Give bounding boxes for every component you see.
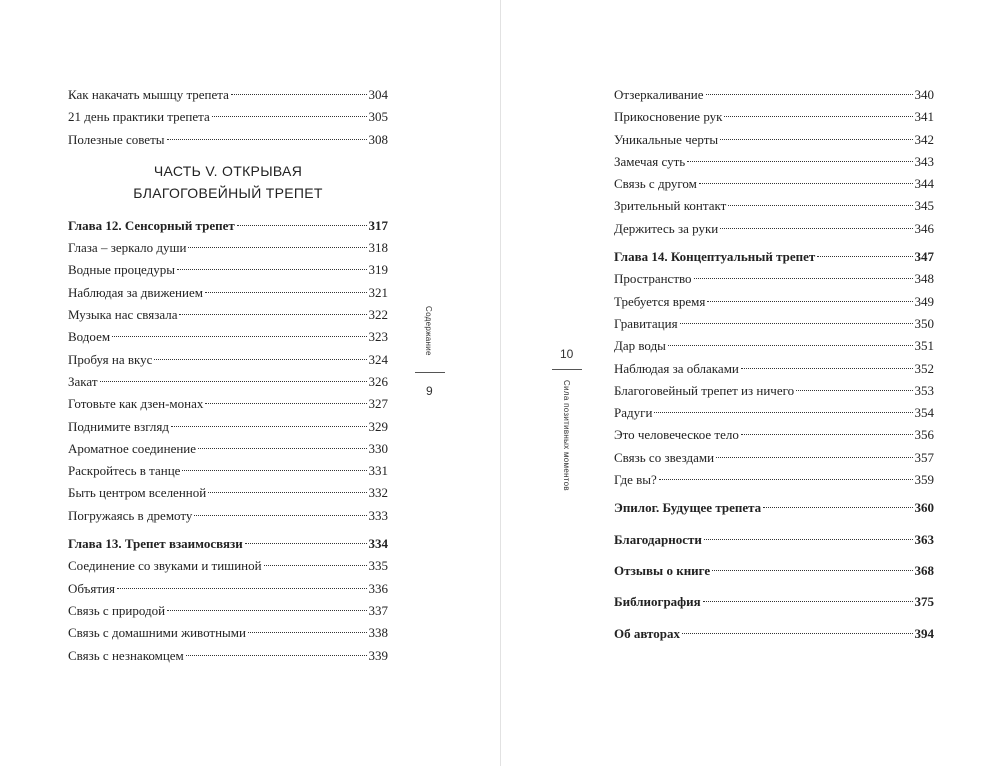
toc-page: 347 <box>914 249 934 265</box>
dot-leader <box>231 94 367 95</box>
dot-leader <box>205 403 366 404</box>
dot-leader <box>198 448 366 449</box>
toc-title: Закат <box>68 373 98 389</box>
toc-page: 319 <box>368 262 388 278</box>
left-toc <box>68 84 388 667</box>
toc-entry[interactable] <box>614 173 934 195</box>
toc-title: Благодарности <box>614 531 702 547</box>
dot-leader <box>682 633 912 634</box>
dot-leader <box>179 314 366 315</box>
dot-leader <box>177 269 367 270</box>
toc-title: Полезные советы <box>68 131 165 147</box>
dot-leader <box>117 588 367 589</box>
dot-leader <box>668 345 913 346</box>
toc-title: Держитесь за руки <box>614 220 719 236</box>
dot-leader <box>817 256 912 257</box>
toc-title: Объятия <box>68 580 115 596</box>
toc-entry[interactable] <box>68 393 388 415</box>
toc-entry[interactable] <box>614 424 934 446</box>
toc-page: 353 <box>914 382 934 398</box>
toc-title: Как накачать мышцу трепета <box>68 87 229 102</box>
running-head: Сила позитивных моментов <box>562 380 571 491</box>
toc-title: Пространство <box>614 271 692 287</box>
dot-leader <box>237 225 367 226</box>
toc-title: Отзывы о книге <box>614 562 711 578</box>
toc-page: 375 <box>914 594 934 610</box>
toc-title: Глава 12. Сенсорный трепет <box>68 217 235 233</box>
margin-rule <box>552 369 582 370</box>
toc-page: 357 <box>914 449 934 465</box>
dot-leader <box>741 368 913 369</box>
toc-entry[interactable] <box>68 349 388 371</box>
dot-leader <box>712 570 912 571</box>
dot-leader <box>707 301 912 302</box>
right-margin-marker <box>552 345 582 515</box>
chapter-12-entry[interactable] <box>68 215 388 237</box>
toc-entry[interactable] <box>614 335 934 357</box>
toc-title: Связь со звездами <box>614 449 715 465</box>
toc-title: Глаза – зеркало души <box>68 240 187 256</box>
toc-page: 348 <box>914 271 934 287</box>
dot-leader <box>796 390 912 391</box>
toc-title: Благоговейный трепет из ничего <box>614 382 795 398</box>
toc-page: 356 <box>914 427 934 443</box>
toc-title: Замечая суть <box>614 153 686 169</box>
toc-entry[interactable] <box>614 469 934 491</box>
toc-list-back-matter <box>614 497 934 644</box>
dot-leader <box>154 359 366 360</box>
toc-page: 337 <box>368 602 388 618</box>
toc-page: 338 <box>368 625 388 641</box>
toc-list-chapter-14 <box>614 268 934 491</box>
toc-title: 21 день практики трепета <box>68 109 210 125</box>
dot-leader <box>720 139 912 140</box>
dot-leader <box>186 655 367 656</box>
part-title-line2: БЛАГОГОВЕЙНЫЙ ТРЕПЕТ <box>133 184 323 201</box>
toc-title: Гравитация <box>614 315 678 331</box>
toc-list-chapter-13-cont <box>614 84 934 240</box>
dot-leader <box>654 412 912 413</box>
chapter-13-entry[interactable] <box>68 533 388 555</box>
toc-page: 329 <box>368 418 388 434</box>
toc-title: Раскройтесь в танце <box>68 463 181 479</box>
right-toc <box>614 84 934 645</box>
toc-entry[interactable] <box>68 578 388 600</box>
toc-page: 339 <box>368 647 388 663</box>
dot-leader <box>171 426 367 427</box>
toc-page: 326 <box>368 373 388 389</box>
toc-page: 394 <box>914 625 934 641</box>
dot-leader <box>724 116 912 117</box>
toc-entry[interactable] <box>68 482 388 504</box>
toc-entry[interactable] <box>614 218 934 240</box>
toc-page: 359 <box>914 472 934 488</box>
dot-leader <box>703 601 913 602</box>
toc-title: Поднимите взгляд <box>68 418 169 434</box>
dot-leader <box>720 228 912 229</box>
toc-entry[interactable] <box>614 591 934 613</box>
dot-leader <box>659 479 913 480</box>
toc-page: 308 <box>368 131 388 147</box>
toc-page: 349 <box>914 293 934 309</box>
toc-page: 334 <box>368 536 388 552</box>
toc-page: 321 <box>368 284 388 300</box>
dot-leader <box>100 381 367 382</box>
toc-list-part4-end <box>68 84 388 151</box>
toc-title: Водоем <box>68 329 111 345</box>
toc-page: 368 <box>914 562 934 578</box>
toc-entry[interactable] <box>68 371 388 393</box>
toc-entry[interactable] <box>68 555 388 577</box>
toc-page: 343 <box>914 153 934 169</box>
dot-leader <box>245 543 367 544</box>
toc-entry[interactable] <box>68 326 388 348</box>
toc-title: Уникальные черты <box>614 131 719 147</box>
toc-page: 317 <box>368 217 388 233</box>
part-title-line1: ЧАСТЬ V. ОТКРЫВАЯ <box>153 162 303 179</box>
toc-title: Дар воды <box>614 338 666 354</box>
dot-leader <box>182 470 366 471</box>
left-margin-marker <box>415 300 445 410</box>
toc-page: 344 <box>914 176 934 192</box>
toc-title: Об авторах <box>614 625 681 641</box>
toc-entry[interactable] <box>68 645 388 667</box>
toc-entry[interactable] <box>68 237 388 259</box>
toc-title: Требуется время <box>614 293 706 309</box>
toc-title: Водные процедуры <box>68 262 175 278</box>
dot-leader <box>167 610 366 611</box>
toc-page: 336 <box>368 580 388 596</box>
toc-title: Связь с незнакомцем <box>68 647 184 663</box>
page-number: 9 <box>426 384 433 398</box>
toc-title: Эпилог. Будущее трепета <box>614 500 762 516</box>
dot-leader <box>167 139 367 140</box>
dot-leader <box>716 457 912 458</box>
toc-entry[interactable] <box>614 106 934 128</box>
dot-leader <box>680 323 913 324</box>
dot-leader <box>763 507 912 508</box>
toc-entry[interactable] <box>68 259 388 281</box>
toc-title: Зрительный контакт <box>614 198 727 214</box>
toc-entry[interactable] <box>614 195 934 217</box>
toc-page: 360 <box>914 500 934 516</box>
dot-leader <box>188 247 366 248</box>
toc-entry[interactable] <box>614 268 934 290</box>
toc-page: 342 <box>914 131 934 147</box>
toc-title: Наблюдая за движением <box>68 284 203 300</box>
toc-entry[interactable] <box>614 623 934 645</box>
toc-title: Где вы? <box>614 472 657 488</box>
chapter-14-entry[interactable] <box>614 246 934 268</box>
toc-page: 332 <box>368 485 388 501</box>
dot-leader <box>205 292 367 293</box>
toc-title: Ароматное соединение <box>68 440 197 456</box>
toc-title: Прикосновение рук <box>614 109 723 125</box>
toc-entry[interactable] <box>68 129 388 151</box>
toc-title: Отзеркаливание <box>614 87 704 102</box>
page-number: 10 <box>560 347 574 361</box>
toc-entry[interactable] <box>68 84 388 106</box>
toc-entry[interactable] <box>614 129 934 151</box>
toc-page: 350 <box>914 315 934 331</box>
toc-entry[interactable] <box>614 497 934 519</box>
toc-page: 351 <box>914 338 934 354</box>
toc-title: Радуги <box>614 405 653 421</box>
toc-entry[interactable] <box>68 460 388 482</box>
toc-entry[interactable] <box>614 402 934 424</box>
toc-entry[interactable] <box>68 282 388 304</box>
toc-entry[interactable] <box>68 438 388 460</box>
toc-title: Библиография <box>614 594 701 610</box>
toc-page: 330 <box>368 440 388 456</box>
dot-leader <box>212 116 367 117</box>
toc-title: Быть центром вселенной <box>68 485 207 501</box>
toc-entry[interactable] <box>614 84 934 106</box>
toc-entry[interactable] <box>614 447 934 469</box>
toc-title: Погружаясь в дремоту <box>68 507 193 523</box>
toc-page: 352 <box>914 360 934 376</box>
dot-leader <box>728 205 912 206</box>
toc-list-chapter-13 <box>68 555 388 666</box>
toc-title: Глава 13. Трепет взаимосвязи <box>68 536 243 552</box>
toc-entry[interactable] <box>68 505 388 527</box>
toc-title: Готовьте как дзен-монах <box>68 396 204 412</box>
toc-entry[interactable] <box>68 622 388 644</box>
running-head: Содержание <box>424 306 433 356</box>
toc-title: Соединение со звуками и тишиной <box>68 558 262 574</box>
toc-entry[interactable] <box>68 304 388 326</box>
toc-page: 318 <box>368 240 388 256</box>
toc-entry[interactable] <box>614 291 934 313</box>
toc-page: 354 <box>914 405 934 421</box>
toc-page: 335 <box>368 558 388 574</box>
dot-leader <box>248 632 367 633</box>
toc-page: 363 <box>914 531 934 547</box>
toc-page: 341 <box>914 109 934 125</box>
toc-entry[interactable] <box>68 106 388 128</box>
toc-entry[interactable] <box>614 358 934 380</box>
dot-leader <box>194 515 366 516</box>
dot-leader <box>706 94 913 95</box>
toc-entry[interactable] <box>614 529 934 551</box>
toc-page: 333 <box>368 507 388 523</box>
toc-entry[interactable] <box>68 600 388 622</box>
toc-page: 346 <box>914 220 934 236</box>
toc-page: 324 <box>368 351 388 367</box>
dot-leader <box>699 183 913 184</box>
dot-leader <box>112 336 366 337</box>
toc-page: 340 <box>914 87 934 102</box>
toc-title: Связь с природой <box>68 602 166 618</box>
toc-title: Музыка нас связала <box>68 307 178 323</box>
dot-leader <box>741 434 913 435</box>
toc-entry[interactable] <box>68 416 388 438</box>
dot-leader <box>694 278 913 279</box>
toc-title: Это человеческое тело <box>614 427 739 443</box>
toc-title: Пробуя на вкус <box>68 351 153 367</box>
toc-title: Наблюдая за облаками <box>614 360 739 376</box>
toc-entry[interactable] <box>614 151 934 173</box>
part-title <box>68 160 388 204</box>
dot-leader <box>687 161 912 162</box>
toc-page: 345 <box>914 198 934 214</box>
toc-title: Связь с другом <box>614 176 697 192</box>
toc-list-chapter-12 <box>68 237 388 527</box>
toc-page: 305 <box>368 109 388 125</box>
dot-leader <box>264 565 367 566</box>
toc-page: 323 <box>368 329 388 345</box>
toc-title: Связь с домашними животными <box>68 625 246 641</box>
toc-page: 322 <box>368 307 388 323</box>
toc-page: 304 <box>368 87 388 102</box>
toc-page: 327 <box>368 396 388 412</box>
margin-rule <box>415 372 445 373</box>
right-page <box>501 0 1000 766</box>
toc-entry[interactable] <box>614 313 934 335</box>
toc-entry[interactable] <box>614 560 934 582</box>
toc-page: 331 <box>368 463 388 479</box>
toc-title: Глава 14. Концептуальный трепет <box>614 249 816 265</box>
dot-leader <box>704 539 913 540</box>
dot-leader <box>208 492 366 493</box>
toc-entry[interactable] <box>614 380 934 402</box>
